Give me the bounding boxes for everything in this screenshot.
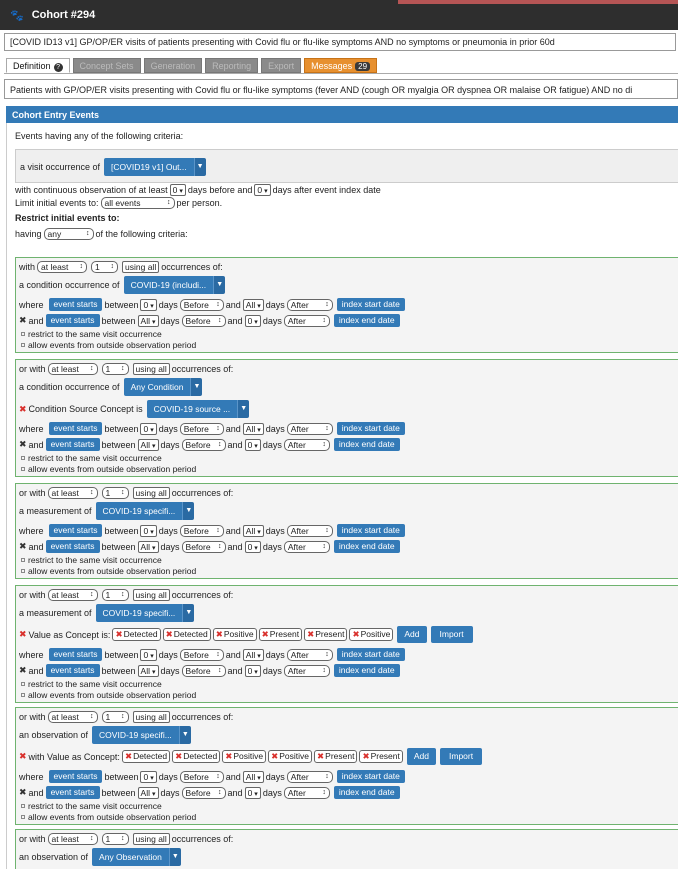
days-label: days xyxy=(158,299,178,310)
at-least-select[interactable]: at least ↕ xyxy=(48,589,98,601)
days-label: days xyxy=(262,541,282,552)
at-least-select[interactable]: at least ↕ xyxy=(48,833,98,845)
concept-dropdown[interactable] xyxy=(92,726,191,744)
paw-icon: 🐾 xyxy=(10,9,24,22)
concept-chip[interactable]: ✖Positive xyxy=(349,628,393,641)
restrict-label: Restrict initial events to: xyxy=(15,213,120,223)
count-select[interactable]: 1 ↕ xyxy=(102,589,129,601)
restrict-visit-checkbox[interactable] xyxy=(21,558,25,562)
cohort-description-field[interactable]: Patients with GP/OP/ER visits presenting with Covid flu or flu-like symptoms (fever AND (cough OR myalgia OR dyspnea OR malaise OR fatigue) AND no di xyxy=(4,79,678,99)
value-as-concept-label: Value as Concept is: xyxy=(28,629,111,640)
restrict-visit-label: restrict to the same visit occurrence xyxy=(28,453,162,463)
restrict-visit-label: restrict to the same visit occurrence xyxy=(28,555,162,565)
domain-label: a condition occurrence of xyxy=(19,382,120,392)
visit-occurrence-label: a visit occurrence of xyxy=(20,162,101,172)
concept-dropdown[interactable] xyxy=(96,502,195,520)
criteria-group-4 xyxy=(15,585,678,703)
count-select[interactable]: 1 ↕ xyxy=(91,261,118,273)
obs-prefix: with continuous observation of at least xyxy=(15,185,168,195)
event-starts-button[interactable]: event starts xyxy=(46,664,100,677)
start-days-select[interactable]: 0 ▾ xyxy=(140,299,156,311)
event-starts-button[interactable]: event starts xyxy=(46,786,100,799)
tab-export[interactable]: Export xyxy=(261,58,301,73)
where-label: where xyxy=(19,771,44,782)
between-label: between xyxy=(101,665,136,676)
having-label: having xyxy=(15,229,42,239)
and-label: and xyxy=(225,299,241,310)
remove-x-icon[interactable]: ✖ xyxy=(261,629,269,639)
end-days-select[interactable]: 0 ▾ xyxy=(245,665,261,677)
caret-down-icon: ▼ xyxy=(182,604,194,622)
before-select[interactable]: Before ↕ xyxy=(182,541,226,553)
occurrences-label: occurrences of: xyxy=(161,262,223,272)
add-button[interactable]: Add xyxy=(397,626,426,643)
concept-dropdown[interactable] xyxy=(124,276,226,294)
criteria-group-1 xyxy=(15,257,678,353)
occurrences-label: occurrences of: xyxy=(171,364,234,374)
start-days-select[interactable]: All ▾ xyxy=(138,315,159,327)
end-days-select[interactable]: 0 ▾ xyxy=(245,787,261,799)
allow-outside-checkbox[interactable] xyxy=(21,569,25,573)
remove-x-icon[interactable]: ✖ xyxy=(307,629,315,639)
before-select[interactable]: Before ↕ xyxy=(182,787,226,799)
end-days-select[interactable]: All ▾ xyxy=(243,649,264,661)
days-label: days xyxy=(160,787,180,798)
days-label: days xyxy=(160,315,180,326)
restrict-visit-checkbox[interactable] xyxy=(21,682,25,686)
and-label: and xyxy=(225,649,241,660)
event-starts-button[interactable]: event starts xyxy=(49,298,103,311)
cohort-entry-header: Cohort Entry Events xyxy=(6,106,678,123)
at-least-select[interactable]: at least ↕ xyxy=(48,711,98,723)
between-label: between xyxy=(104,525,139,536)
and-label: and xyxy=(227,315,243,326)
and-label: and xyxy=(28,439,44,450)
visit-criteria-box xyxy=(15,149,678,183)
app-header xyxy=(0,0,678,30)
group-prefix: or with xyxy=(19,488,46,498)
index-start-date-button[interactable]: index start date xyxy=(337,524,405,537)
between-label: between xyxy=(101,315,136,326)
and-label: and xyxy=(227,787,243,798)
allow-outside-label: allow events from outside observation period xyxy=(28,690,197,700)
caret-down-icon: ▼ xyxy=(182,502,194,520)
criteria-group-2 xyxy=(15,359,678,477)
count-select[interactable]: 1 ↕ xyxy=(102,833,129,845)
concept-chip[interactable]: ✖Positive xyxy=(222,750,266,763)
concept-chip[interactable]: ✖Detected xyxy=(163,628,211,641)
after-select[interactable]: After ↕ xyxy=(287,525,333,537)
restrict-visit-label: restrict to the same visit occurrence xyxy=(28,801,162,811)
before-select[interactable]: Before ↕ xyxy=(180,771,224,783)
end-days-select[interactable]: All ▾ xyxy=(243,771,264,783)
limit-events-select[interactable]: all events ↕ xyxy=(101,197,175,209)
remove-x-icon[interactable]: ✖ xyxy=(19,315,27,325)
domain-label: an observation of xyxy=(19,852,89,862)
and-label: and xyxy=(28,665,44,676)
index-end-date-button[interactable]: index end date xyxy=(334,314,400,327)
event-starts-button[interactable]: event starts xyxy=(46,438,100,451)
event-starts-button[interactable]: event starts xyxy=(49,648,103,661)
group-prefix: with xyxy=(19,262,36,272)
remove-x-icon[interactable]: ✖ xyxy=(175,751,183,761)
tab-divider xyxy=(4,73,678,74)
before-select[interactable]: Before ↕ xyxy=(180,299,224,311)
remove-x-icon[interactable]: ✖ xyxy=(19,439,27,449)
and-label: and xyxy=(227,665,243,676)
end-days-select[interactable]: 0 ▾ xyxy=(245,315,261,327)
tab-concept-sets[interactable]: Concept Sets xyxy=(73,58,141,73)
days-label: days xyxy=(262,787,282,798)
remove-x-icon[interactable]: ✖ xyxy=(19,403,27,414)
event-starts-button[interactable]: event starts xyxy=(46,540,100,553)
end-days-select[interactable]: 0 ▾ xyxy=(245,541,261,553)
and-label: and xyxy=(225,423,241,434)
remove-x-icon[interactable]: ✖ xyxy=(19,665,27,675)
allow-outside-label: allow events from outside observation period xyxy=(28,464,197,474)
using-all-select[interactable]: using all xyxy=(122,261,159,273)
criteria-group-5 xyxy=(15,707,678,825)
start-days-select[interactable]: 0 ▾ xyxy=(140,525,156,537)
days-label: days xyxy=(158,649,178,660)
index-start-date-button[interactable]: index start date xyxy=(337,648,405,661)
count-select[interactable]: 1 ↕ xyxy=(102,711,129,723)
concept-chip[interactable]: ✖Present xyxy=(259,628,302,641)
days-label: days xyxy=(158,771,178,782)
value-as-concept-label: with Value as Concept: xyxy=(28,751,120,762)
remove-x-icon[interactable]: ✖ xyxy=(215,629,223,639)
and-label: and xyxy=(28,787,44,798)
start-days-select[interactable]: All ▾ xyxy=(138,665,159,677)
between-label: between xyxy=(104,649,139,660)
days-label: days xyxy=(265,423,285,434)
source-concept-value: COVID-19 source ... xyxy=(147,400,238,418)
after-select[interactable]: After ↕ xyxy=(284,541,330,553)
observation-window-row xyxy=(15,184,381,196)
concept-label: COVID-19 specifi... xyxy=(96,502,183,520)
index-end-date-button[interactable]: index end date xyxy=(334,438,400,451)
start-days-select[interactable]: All ▾ xyxy=(138,541,159,553)
where-label: where xyxy=(19,299,44,310)
messages-count-badge: 29 xyxy=(355,62,370,71)
after-select[interactable]: After ↕ xyxy=(287,771,333,783)
concept-dropdown[interactable] xyxy=(96,604,195,622)
source-concept-dropdown[interactable] xyxy=(147,400,250,418)
at-least-select[interactable]: at least ↕ xyxy=(48,363,98,375)
where-label: where xyxy=(19,423,44,434)
and-label: and xyxy=(227,439,243,450)
domain-label: a measurement of xyxy=(19,608,92,618)
concept-label: Any Condition xyxy=(124,378,191,396)
between-label: between xyxy=(104,771,139,782)
limit-events-row xyxy=(15,197,222,209)
remove-x-icon[interactable]: ✖ xyxy=(19,629,27,639)
after-select[interactable]: After ↕ xyxy=(284,439,330,451)
remove-x-icon[interactable]: ✖ xyxy=(362,751,370,761)
events-having-label: Events having any of the following criteria: xyxy=(15,131,184,141)
tab-generation[interactable]: Generation xyxy=(144,58,203,73)
header-title: Cohort #294 xyxy=(31,9,96,21)
caret-down-icon: ▼ xyxy=(194,158,206,176)
caret-down-icon: ▼ xyxy=(213,276,225,294)
before-select[interactable]: Before ↕ xyxy=(182,439,226,451)
tab-messages[interactable]: Messages 29 xyxy=(304,58,377,73)
end-days-select[interactable]: 0 ▾ xyxy=(245,439,261,451)
occurrences-label: occurrences of: xyxy=(171,590,234,600)
after-select[interactable]: After ↕ xyxy=(284,315,330,327)
tab-bar xyxy=(6,58,377,74)
end-days-select[interactable]: All ▾ xyxy=(243,423,264,435)
days-label: days xyxy=(158,525,178,536)
and-label: and xyxy=(227,541,243,552)
cohort-entry-panel xyxy=(6,123,678,869)
where-label: where xyxy=(19,525,44,536)
visit-concept-dropdown[interactable] xyxy=(104,158,206,176)
restrict-visit-label: restrict to the same visit occurrence xyxy=(28,329,162,339)
days-label: days xyxy=(262,439,282,450)
concept-chip[interactable]: ✖Present xyxy=(359,750,402,763)
concept-chip[interactable]: ✖Positive xyxy=(268,750,312,763)
days-label: days xyxy=(265,649,285,660)
domain-label: a measurement of xyxy=(19,506,92,516)
having-row xyxy=(15,228,188,240)
days-label: days xyxy=(158,423,178,434)
before-select[interactable]: Before ↕ xyxy=(180,649,224,661)
concept-label: Any Observation xyxy=(92,848,169,866)
concept-chip[interactable]: ✖Detected xyxy=(112,628,160,641)
source-concept-label: Condition Source Concept is xyxy=(28,404,143,414)
obs-suffix: days after event index date xyxy=(272,185,381,195)
restrict-visit-checkbox[interactable] xyxy=(21,804,25,808)
index-end-date-button[interactable]: index end date xyxy=(334,664,400,677)
remove-x-icon[interactable]: ✖ xyxy=(115,629,123,639)
start-days-select[interactable]: 0 ▾ xyxy=(140,423,156,435)
days-before-select[interactable]: 0 ▾ xyxy=(170,184,186,196)
criteria-group-3 xyxy=(15,483,678,579)
having-suffix: of the following criteria: xyxy=(95,229,188,239)
days-label: days xyxy=(160,541,180,552)
days-after-select[interactable]: 0 ▾ xyxy=(254,184,270,196)
allow-outside-checkbox[interactable] xyxy=(21,693,25,697)
allow-outside-checkbox[interactable] xyxy=(21,343,25,347)
days-label: days xyxy=(265,525,285,536)
after-select[interactable]: After ↕ xyxy=(287,423,333,435)
concept-chip[interactable]: ✖Positive xyxy=(213,628,257,641)
days-label: days xyxy=(262,665,282,676)
caret-down-icon: ▼ xyxy=(169,848,181,866)
before-select[interactable]: Before ↕ xyxy=(182,665,226,677)
caret-down-icon: ▼ xyxy=(237,400,249,418)
before-select[interactable]: Before ↕ xyxy=(180,525,224,537)
event-starts-button[interactable]: event starts xyxy=(49,422,103,435)
before-select[interactable]: Before ↕ xyxy=(182,315,226,327)
domain-label: a condition occurrence of xyxy=(19,280,120,290)
after-select[interactable]: After ↕ xyxy=(284,787,330,799)
count-select[interactable]: 1 ↕ xyxy=(102,487,129,499)
after-select[interactable]: After ↕ xyxy=(287,649,333,661)
days-label: days xyxy=(265,771,285,782)
allow-outside-label: allow events from outside observation period xyxy=(28,566,197,576)
and-label: and xyxy=(225,771,241,782)
concept-chip[interactable]: ✖Present xyxy=(314,750,357,763)
end-days-select[interactable]: All ▾ xyxy=(243,299,264,311)
at-least-select[interactable]: at least ↕ xyxy=(37,261,87,273)
end-days-select[interactable]: All ▾ xyxy=(243,525,264,537)
occurrences-label: occurrences of: xyxy=(171,488,234,498)
start-days-select[interactable]: All ▾ xyxy=(138,439,159,451)
at-least-select[interactable]: at least ↕ xyxy=(48,487,98,499)
add-button[interactable]: Add xyxy=(407,748,436,765)
tab-reporting[interactable]: Reporting xyxy=(205,58,258,73)
index-start-date-button[interactable]: index start date xyxy=(337,770,405,783)
count-select[interactable]: 1 ↕ xyxy=(102,363,129,375)
criteria-group-6 xyxy=(15,829,678,869)
limit-label: Limit initial events to: xyxy=(15,198,99,208)
import-button[interactable]: Import xyxy=(431,626,473,643)
concept-label: COVID-19 specifi... xyxy=(92,726,179,744)
allow-outside-checkbox[interactable] xyxy=(21,467,25,471)
tab-definition[interactable]: Definition ? xyxy=(6,58,70,73)
where-label: where xyxy=(19,649,44,660)
remove-x-icon[interactable]: ✖ xyxy=(19,541,27,551)
remove-x-icon[interactable]: ✖ xyxy=(124,751,133,761)
occurrences-label: occurrences of: xyxy=(171,712,234,722)
domain-label: an observation of xyxy=(19,730,89,740)
index-end-date-button[interactable]: index end date xyxy=(334,786,400,799)
using-all-select[interactable]: using all xyxy=(133,711,170,723)
and-label: and xyxy=(28,541,44,552)
start-days-select[interactable]: 0 ▾ xyxy=(140,771,156,783)
info-icon[interactable]: ? xyxy=(54,63,63,72)
days-label: days xyxy=(262,315,282,326)
using-all-select[interactable]: using all xyxy=(133,487,170,499)
using-all-select[interactable]: using all xyxy=(133,589,170,601)
concept-chip[interactable]: ✖Detected xyxy=(172,750,220,763)
visit-concept-label: [COVID19 v1] Out... xyxy=(104,158,194,176)
concept-chip[interactable]: ✖Present xyxy=(304,628,347,641)
remove-x-icon[interactable]: ✖ xyxy=(317,751,325,761)
restrict-visit-checkbox[interactable] xyxy=(21,332,25,336)
allow-outside-checkbox[interactable] xyxy=(21,815,25,819)
import-button[interactable]: Import xyxy=(440,748,482,765)
concept-label: COVID-19 specifi... xyxy=(96,604,183,622)
remove-x-icon[interactable]: ✖ xyxy=(271,751,279,761)
index-start-date-button[interactable]: index start date xyxy=(337,298,405,311)
after-select[interactable]: After ↕ xyxy=(284,665,330,677)
between-label: between xyxy=(101,541,136,552)
start-days-select[interactable]: All ▾ xyxy=(138,787,159,799)
event-starts-button[interactable]: event starts xyxy=(49,524,103,537)
event-starts-button[interactable]: event starts xyxy=(49,770,103,783)
between-label: between xyxy=(104,299,139,310)
between-label: between xyxy=(104,423,139,434)
using-all-select[interactable]: using all xyxy=(133,833,170,845)
between-label: between xyxy=(101,439,136,450)
remove-x-icon[interactable]: ✖ xyxy=(352,629,360,639)
and-label: and xyxy=(28,315,44,326)
days-label: days xyxy=(160,665,180,676)
obs-mid: days before and xyxy=(187,185,253,195)
having-select[interactable]: any ↕ xyxy=(44,228,94,240)
cohort-name-field[interactable]: [COVID ID13 v1] GP/OP/ER visits of patients presenting with Covid flu or flu-like symptoms AND no symptoms or pneumonia in prior 60d xyxy=(4,33,676,51)
after-select[interactable]: After ↕ xyxy=(287,299,333,311)
caret-down-icon: ▼ xyxy=(190,378,202,396)
restrict-visit-checkbox[interactable] xyxy=(21,456,25,460)
allow-outside-label: allow events from outside observation period xyxy=(28,812,197,822)
concept-label: COVID-19 (includi... xyxy=(124,276,214,294)
using-all-select[interactable]: using all xyxy=(133,363,170,375)
remove-x-icon[interactable]: ✖ xyxy=(165,629,173,639)
start-days-select[interactable]: 0 ▾ xyxy=(140,649,156,661)
group-prefix: or with xyxy=(19,834,46,844)
before-select[interactable]: Before ↕ xyxy=(180,423,224,435)
restrict-visit-label: restrict to the same visit occurrence xyxy=(28,679,162,689)
group-prefix: or with xyxy=(19,590,46,600)
days-label: days xyxy=(160,439,180,450)
caret-down-icon: ▼ xyxy=(179,726,191,744)
concept-dropdown[interactable] xyxy=(92,848,181,866)
limit-suffix: per person. xyxy=(176,198,223,208)
allow-outside-label: allow events from outside observation period xyxy=(28,340,197,350)
group-prefix: or with xyxy=(19,712,46,722)
header-accent-strip xyxy=(398,0,678,4)
and-label: and xyxy=(225,525,241,536)
group-prefix: or with xyxy=(19,364,46,374)
index-start-date-button[interactable]: index start date xyxy=(337,422,405,435)
remove-x-icon[interactable]: ✖ xyxy=(225,751,233,761)
occurrences-label: occurrences of: xyxy=(171,834,234,844)
concept-dropdown[interactable] xyxy=(124,378,203,396)
remove-x-icon[interactable]: ✖ xyxy=(19,787,27,797)
days-label: days xyxy=(265,299,285,310)
remove-x-icon[interactable]: ✖ xyxy=(19,751,27,761)
between-label: between xyxy=(101,787,136,798)
concept-chip[interactable]: ✖Detected xyxy=(122,750,170,763)
index-end-date-button[interactable]: index end date xyxy=(334,540,400,553)
event-starts-button[interactable]: event starts xyxy=(46,314,100,327)
